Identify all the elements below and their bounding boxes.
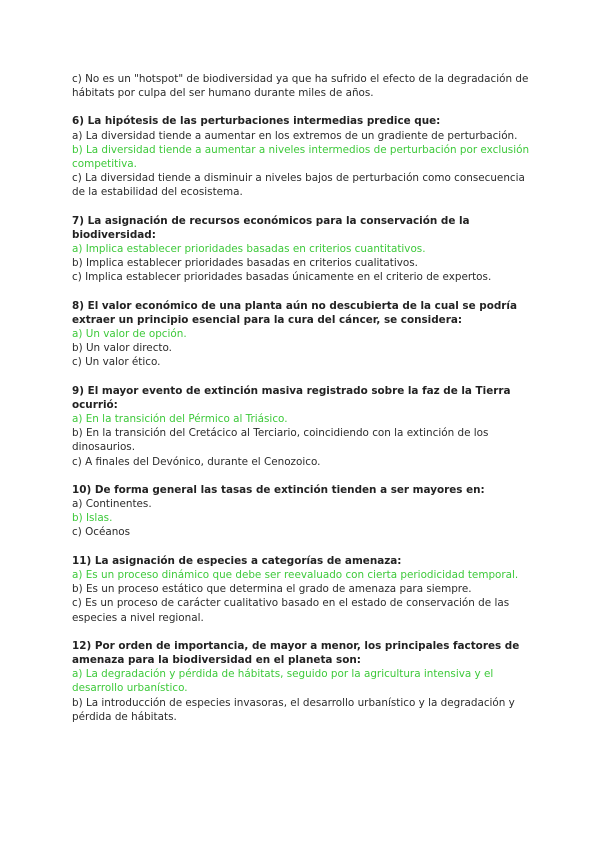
- option-c: c) Implica establecer prioridades basadas únicamente en el criterio de expertos.: [72, 271, 492, 284]
- question-12: [72, 639, 532, 724]
- question-8: [72, 299, 532, 370]
- option-b: b) Implica establecer prioridades basadas en criterios cualitativos.: [72, 257, 418, 270]
- option-a-correct: a) Es un proceso dinámico que debe ser reevaluado con cierta periodicidad temporal.: [72, 568, 519, 581]
- question-11: [72, 554, 532, 625]
- question-9: [72, 384, 532, 469]
- option-c: c) Un valor ético.: [72, 356, 161, 369]
- option-a: a) La diversidad tiende a aumentar en los extremos de un gradiente de perturbación.: [72, 129, 518, 142]
- option-c: c) A finales del Devónico, durante el Cenozoico.: [72, 455, 321, 468]
- question-text: 12) Por orden de importancia, de mayor a menor, los principales factores de amenaza para la biodiversidad en el planeta son:: [72, 639, 520, 666]
- question-7: [72, 214, 532, 285]
- option-b-correct: b) La diversidad tiende a aumentar a niveles intermedios de perturbación por exclusión competitiva.: [72, 143, 530, 171]
- question-text: 9) El mayor evento de extinción masiva registrado sobre la faz de la Tierra ocurrió:: [72, 384, 511, 411]
- question-text: 6) La hipótesis de las perturbaciones intermedias predice que:: [72, 115, 441, 128]
- document-page: [72, 72, 532, 738]
- option-c: c) La diversidad tiende a disminuir a niveles bajos de perturbación como consecuencia de la estabilidad del ecosistema.: [72, 172, 525, 199]
- question-10: [72, 483, 532, 540]
- question-text: 10) De forma general las tasas de extinción tienden a ser mayores en:: [72, 483, 485, 496]
- option-a-correct: a) La degradación y pérdida de hábitats, seguido por la agricultura intensiva y el desarrollo urbanístico.: [72, 668, 494, 695]
- option-b: b) La introducción de especies invasoras, el desarrollo urbanístico y la degradación y pérdida de hábitats.: [72, 696, 515, 723]
- option-c: c) Océanos: [72, 526, 131, 539]
- option-b: b) En la transición del Cretácico al Terciario, coincidiendo con la extinción de los dinosaurios.: [72, 427, 489, 454]
- question-6: [72, 114, 532, 199]
- option-b: b) Un valor directo.: [72, 342, 172, 355]
- option-c: c) Es un proceso de carácter cualitativo basado en el estado de conservación de las especies a nivel regional.: [72, 597, 510, 624]
- option-c: c) No es un "hotspot" de biodiversidad ya que ha sufrido el efecto de la degradación de hábitats por culpa del ser humano durante miles de años.: [72, 73, 529, 100]
- option-a-correct: a) Implica establecer prioridades basadas en criterios cuantitativos.: [72, 243, 426, 256]
- question-text: 7) La asignación de recursos económicos para la conservación de la biodiversidad:: [72, 214, 470, 241]
- option-a-correct: a) Un valor de opción.: [72, 328, 187, 341]
- option-b: b) Es un proceso estático que determina el grado de amenaza para siempre.: [72, 583, 472, 596]
- option-b-correct: b) Islas.: [72, 512, 113, 525]
- intro-block: [72, 72, 532, 100]
- option-a-correct: a) En la transición del Pérmico al Triásico.: [72, 413, 288, 426]
- question-text: 8) El valor económico de una planta aún no descubierta de la cual se podría extraer un principio esencial para la cura del cáncer, se considera:: [72, 299, 517, 326]
- option-a: a) Continentes.: [72, 498, 152, 511]
- question-text: 11) La asignación de especies a categorías de amenaza:: [72, 554, 402, 567]
